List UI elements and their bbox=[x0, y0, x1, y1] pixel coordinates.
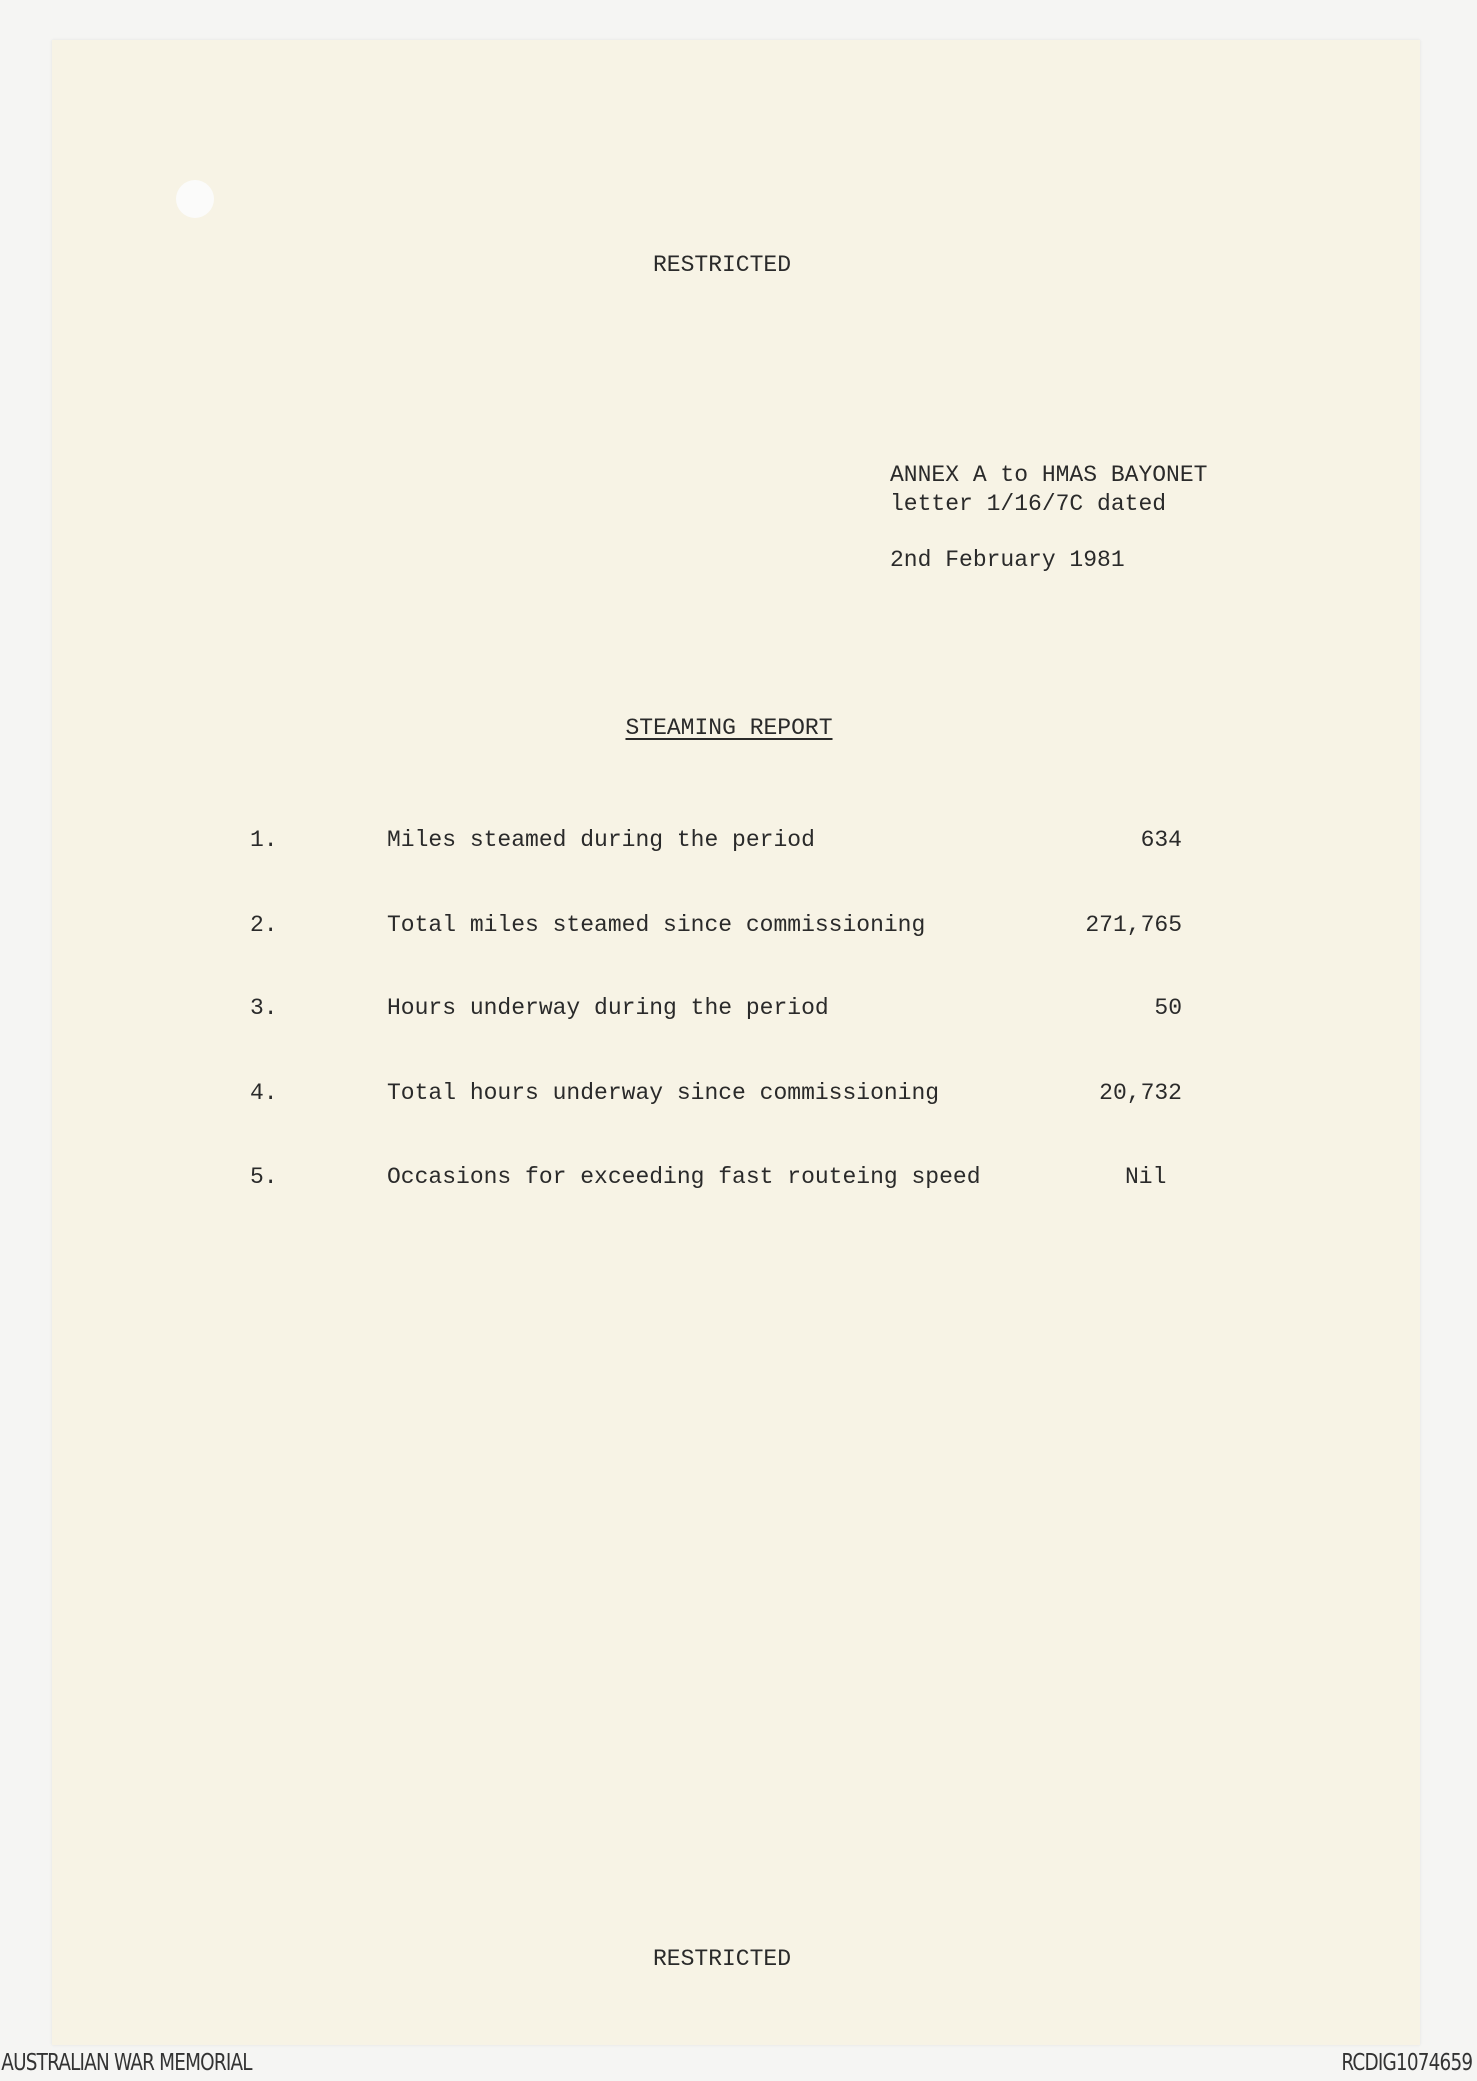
footer-classification: RESTRICTED bbox=[652, 1946, 792, 1972]
item-number: 3. bbox=[250, 995, 278, 1021]
item-value: 634 bbox=[1140, 827, 1182, 853]
item-value: 50 bbox=[1154, 995, 1182, 1021]
item-number: 1. bbox=[250, 827, 278, 853]
item-number: 4. bbox=[250, 1080, 278, 1106]
item-label: Occasions for exceeding fast routeing speed bbox=[387, 1164, 981, 1190]
annex-line-1: ANNEX A to HMAS BAYONET bbox=[890, 462, 1208, 488]
item-number: 2. bbox=[250, 912, 278, 938]
item-value: Nil bbox=[1125, 1164, 1167, 1190]
document-title: STEAMING REPORT bbox=[625, 715, 833, 741]
item-number: 5. bbox=[250, 1164, 278, 1190]
item-label: Miles steamed during the period bbox=[387, 827, 815, 853]
archive-id: RCDIG1074659 bbox=[1341, 2050, 1473, 2076]
annex-line-2: letter 1/16/7C dated bbox=[890, 491, 1167, 517]
item-label: Hours underway during the period bbox=[387, 995, 829, 1021]
header-classification: RESTRICTED bbox=[652, 252, 792, 278]
document-date: 2nd February 1981 bbox=[890, 547, 1125, 573]
document-page bbox=[52, 40, 1420, 2045]
item-label: Total miles steamed since commissioning bbox=[387, 912, 926, 938]
punch-hole bbox=[176, 180, 214, 218]
item-value: 20,732 bbox=[1099, 1080, 1182, 1106]
archive-credit: AUSTRALIAN WAR MEMORIAL bbox=[1, 2050, 252, 2076]
item-value: 271,765 bbox=[1085, 912, 1182, 938]
item-label: Total hours underway since commissioning bbox=[387, 1080, 940, 1106]
